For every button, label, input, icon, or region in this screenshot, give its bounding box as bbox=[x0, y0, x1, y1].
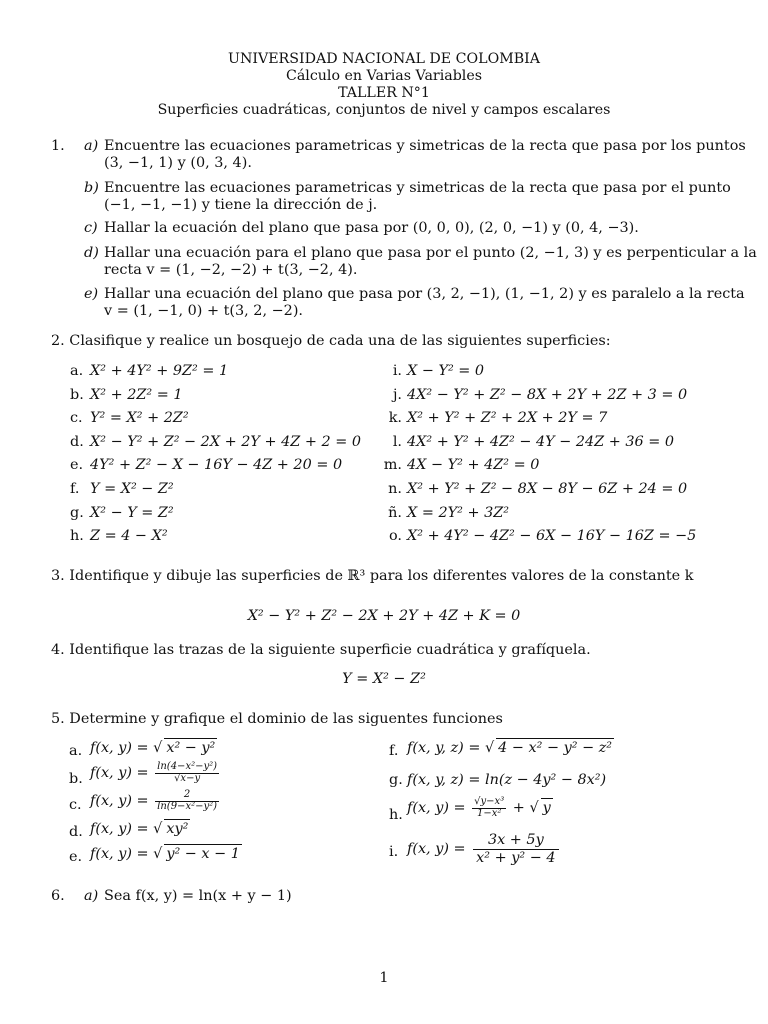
sqrt-symbol: √ bbox=[153, 846, 163, 862]
q5e-function bbox=[90, 844, 242, 863]
q5c-fraction bbox=[155, 790, 219, 812]
q3-equation: X² − Y² + Z² − 2X + 2Y + 4Z + K = 0 bbox=[247, 608, 521, 624]
q2-right-label: l. bbox=[392, 434, 402, 450]
q1d-line2: recta v = (1, −2, −2) + t(3, −2, 4). bbox=[104, 262, 358, 278]
q2-right-equation: 4X − Y² + 4Z² = 0 bbox=[407, 457, 540, 473]
q2-right-equation: X − Y² = 0 bbox=[407, 363, 485, 379]
q5d-lhs: f(x, y) = bbox=[90, 821, 154, 837]
q2-right-equation: X² + Y² + Z² + 2X + 2Y = 7 bbox=[407, 410, 608, 426]
q2-right-label: ñ. bbox=[388, 505, 402, 521]
sqrt-symbol: √ bbox=[484, 740, 495, 756]
q2-right-equation: X² + Y² + Z² − 8X − 8Y − 6Z + 24 = 0 bbox=[407, 481, 688, 497]
q2-left-equation: Y² = X² + 2Z² bbox=[90, 410, 189, 426]
q5h-radicand: y bbox=[542, 800, 551, 816]
q2-right-label: o. bbox=[389, 528, 402, 544]
q5b-lhs: f(x, y) = bbox=[90, 765, 154, 781]
q1-number: 1. bbox=[51, 138, 65, 154]
q5f-label: f. bbox=[389, 743, 399, 759]
q5c-label: c. bbox=[69, 797, 82, 813]
q1d-line1: Hallar una ecuación para el plano que pasa por el punto (2, −1, 3) y es perpenticular a la bbox=[104, 245, 757, 261]
q5i-label: i. bbox=[389, 844, 399, 860]
taller-subtitle: Superficies cuadráticas, conjuntos de nivel y campos escalares bbox=[157, 102, 611, 118]
q2-right-label: m. bbox=[383, 457, 402, 473]
q5e-lhs: f(x, y) = bbox=[90, 846, 154, 862]
q5h-denominator: 1−x² bbox=[476, 807, 502, 819]
q2-right-equation: X = 2Y² + 3Z² bbox=[407, 505, 510, 521]
q2-right-equation: X² + 4Y² − 4Z² − 6X − 16Y − 16Z = −5 bbox=[407, 528, 697, 544]
q6-number: 6. bbox=[51, 888, 65, 904]
q2-left-label: e. bbox=[70, 457, 84, 473]
q2-left-label: a. bbox=[70, 363, 84, 379]
q2-left-equation: X² − Y = Z² bbox=[90, 505, 174, 521]
q5f-lhs: f(x, y, z) = bbox=[407, 740, 485, 756]
q2-right-equation: 4X² − Y² + Z² − 8X + 2Y + 2Z + 3 = 0 bbox=[407, 387, 688, 403]
q4-text: 4. Identifique las trazas de la siguiente superficie cuadrática y grafíquela. bbox=[51, 642, 591, 658]
q5i-function bbox=[407, 832, 562, 866]
q6a-label: a) bbox=[84, 888, 99, 904]
university-name: UNIVERSIDAD NACIONAL DE COLOMBIA bbox=[227, 51, 540, 67]
q2-left-label: g. bbox=[70, 505, 84, 521]
q1e-line2: v = (1, −1, 0) + t(3, 2, −2). bbox=[104, 303, 304, 319]
header bbox=[0, 51, 768, 119]
q5b-numerator: ln(4−x²−y²) bbox=[157, 761, 218, 772]
q1c-label: c) bbox=[84, 220, 98, 236]
q5h-fraction bbox=[472, 797, 506, 819]
q5h-function bbox=[407, 797, 553, 819]
q5i-denominator: x² + y² − 4 bbox=[476, 849, 556, 866]
q5b-denominator: √x−y bbox=[174, 772, 201, 784]
q5e-radicand: y² − x − 1 bbox=[166, 846, 240, 862]
q1e-label: e) bbox=[84, 286, 99, 302]
q1a-line2: (3, −1, 1) y (0, 3, 4). bbox=[104, 155, 252, 171]
q1b-line2: (−1, −1, −1) y tiene la dirección de j. bbox=[104, 197, 378, 213]
q2-left-equation: X² + 4Y² + 9Z² = 1 bbox=[90, 363, 229, 379]
q2-left-equation: Z = 4 − X² bbox=[90, 528, 168, 544]
q5i-numerator: 3x + 5y bbox=[473, 832, 558, 850]
q5-text: 5. Determine y grafique el dominio de las siguentes funciones bbox=[51, 711, 503, 727]
q5b-label: b. bbox=[69, 771, 83, 787]
q2-left-label: c. bbox=[70, 410, 83, 426]
q2-left-equation: X² + 2Z² = 1 bbox=[90, 387, 183, 403]
q2-left-label: d. bbox=[70, 434, 84, 450]
q2-right-label: j. bbox=[392, 387, 402, 403]
q5h-numerator: √y−x³ bbox=[474, 796, 505, 807]
page-number: 1 bbox=[379, 970, 389, 986]
q1a-line1: Encuentre las ecuaciones parametricas y simetricas de la recta que pasa por los puntos bbox=[104, 138, 746, 154]
q5h-label: h. bbox=[389, 807, 403, 823]
q2-left-label: f. bbox=[70, 481, 80, 497]
q1c-line1: Hallar la ecuación del plano que pasa por (0, 0, 0), (2, 0, −1) y (0, 4, −3). bbox=[104, 220, 639, 236]
q5b-function bbox=[90, 762, 221, 784]
q5d-label: d. bbox=[69, 824, 83, 840]
q5d-function bbox=[90, 819, 190, 838]
q5f-function bbox=[407, 738, 614, 757]
q6a-text: Sea f(x, y) = ln(x + y − 1) bbox=[104, 888, 292, 904]
q2-right-label: k. bbox=[388, 410, 402, 426]
q1e-line1: Hallar una ecuación del plano que pasa por (3, 2, −1), (1, −1, 2) y es paralelo a la recta bbox=[104, 286, 745, 302]
q2-left-label: h. bbox=[70, 528, 84, 544]
q5i-lhs: f(x, y) = bbox=[407, 841, 471, 858]
q5f-radicand: 4 − x² − y² − z² bbox=[498, 740, 613, 756]
q2-left-equation: Y = X² − Z² bbox=[90, 481, 174, 497]
q5c-numerator: 2 bbox=[155, 790, 219, 802]
q2-left-equation: X² − Y² + Z² − 2X + 2Y + 4Z + 2 = 0 bbox=[90, 434, 362, 450]
q5c-function bbox=[90, 790, 221, 812]
q5h-plus: + bbox=[508, 800, 530, 816]
taller-title: TALLER N°1 bbox=[338, 85, 430, 101]
q5e-label: e. bbox=[69, 849, 83, 865]
q5a-lhs: f(x, y) = bbox=[90, 740, 154, 756]
sqrt-symbol: √ bbox=[153, 821, 163, 837]
q3-text: 3. Identifique y dibuje las superficies de ℝ³ para los diferentes valores de la constante k bbox=[51, 568, 694, 584]
q5d-radicand: xy² bbox=[166, 821, 189, 837]
q5i-fraction bbox=[473, 832, 558, 866]
q2-left-equation: 4Y² + Z² − X − 16Y − 4Z + 20 = 0 bbox=[90, 457, 343, 473]
q2-right-equation: 4X² + Y² + 4Z² − 4Y − 24Z + 36 = 0 bbox=[407, 434, 675, 450]
q2-text: 2. Clasifique y realice un bosquejo de cada una de las siguientes superficies: bbox=[51, 333, 611, 349]
q1d-label: d) bbox=[84, 245, 99, 261]
q2-right-label: n. bbox=[388, 481, 402, 497]
q5g-function: f(x, y, z) = ln(z − 4y² − 8x²) bbox=[407, 772, 607, 788]
q5a-label: a. bbox=[69, 743, 83, 759]
q5b-fraction bbox=[155, 762, 219, 784]
q5g-label: g. bbox=[389, 772, 403, 788]
q5a-radicand: x² − y² bbox=[166, 740, 216, 756]
q2-right-label: i. bbox=[392, 363, 402, 379]
q1b-line1: Encuentre las ecuaciones parametricas y simetricas de la recta que pasa por el punto bbox=[104, 180, 731, 196]
q5c-lhs: f(x, y) = bbox=[90, 793, 154, 809]
sqrt-symbol: √ bbox=[529, 800, 539, 816]
q4-equation: Y = X² − Z² bbox=[342, 671, 426, 687]
course-name: Cálculo en Varias Variables bbox=[285, 68, 482, 84]
q5a-function bbox=[90, 738, 217, 757]
q1b-label: b) bbox=[84, 180, 99, 196]
q5h-lhs: f(x, y) = bbox=[407, 800, 471, 816]
q5c-denominator: ln(9−x²−y²) bbox=[157, 800, 218, 812]
sqrt-symbol: √ bbox=[153, 740, 163, 756]
q1a-label: a) bbox=[84, 138, 99, 154]
q2-left-label: b. bbox=[70, 387, 84, 403]
